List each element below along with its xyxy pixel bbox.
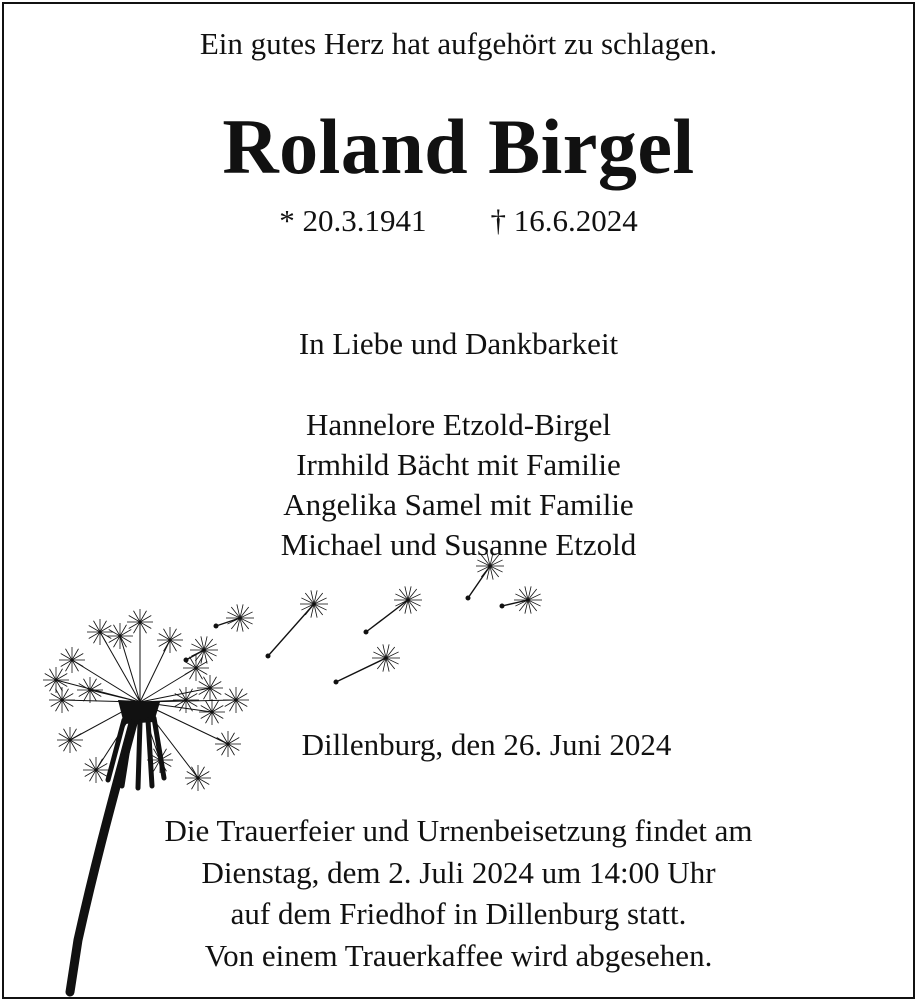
service-details (0, 810, 917, 976)
mourners-list (0, 405, 917, 565)
mourner-name: Irmhild Bächt mit Familie (296, 447, 621, 482)
death-date: † 16.6.2024 (490, 203, 638, 238)
place-and-date: Dillenburg, den 26. Juni 2024 (301, 727, 672, 762)
intro-line: Ein gutes Herz hat aufgehört zu schlagen. (199, 26, 718, 61)
dedication-line: In Liebe und Dankbarkeit (298, 326, 619, 361)
mourner-name: Hannelore Etzold-Birgel (305, 407, 612, 442)
dandelion-head (43, 609, 249, 791)
life-dates (0, 203, 917, 239)
mourner-name: Michael und Susanne Etzold (280, 527, 637, 562)
service-line: auf dem Friedhof in Dillenburg statt. (230, 896, 687, 931)
mourner-name: Angelika Samel mit Familie (283, 487, 634, 522)
birth-date: * 20.3.1941 (279, 203, 427, 238)
service-line: Von einem Trauerkaffee wird abgesehen. (204, 937, 713, 973)
deceased-name: Roland Birgel (222, 103, 695, 190)
service-line: Dienstag, dem 2. Juli 2024 um 14:00 Uhr (201, 854, 716, 890)
service-line: Die Trauerfeier und Urnenbeisetzung findet am (164, 813, 753, 848)
flying-seeds (184, 552, 542, 684)
